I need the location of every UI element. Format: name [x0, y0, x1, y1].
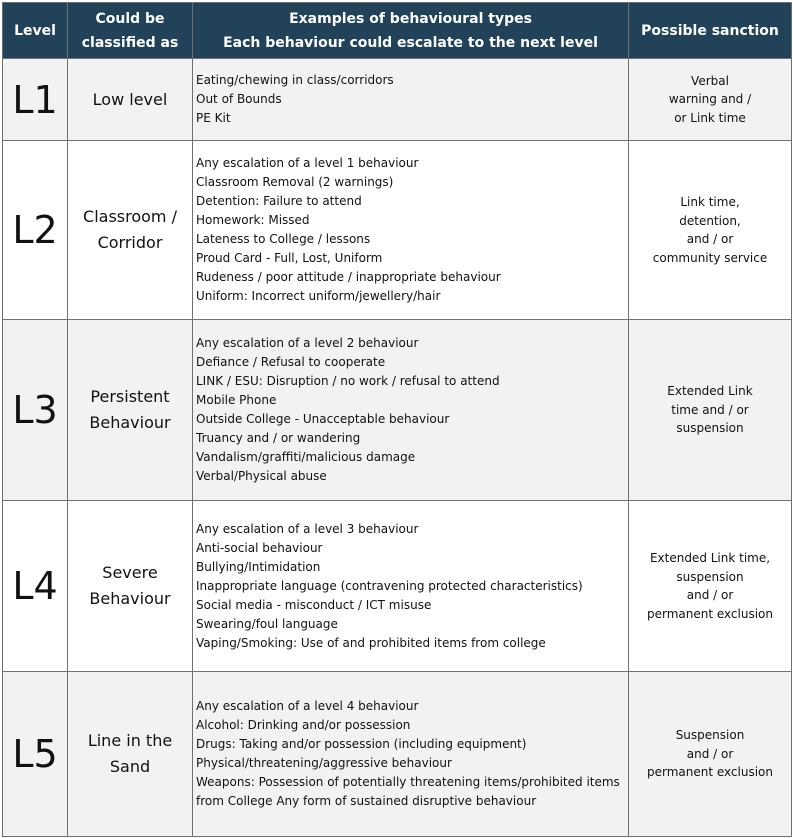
example-item: Swearing/foul language — [196, 616, 338, 631]
header-examples — [193, 3, 629, 59]
example-item: Inappropriate language (contravening protected characteristics) — [196, 578, 583, 593]
example-item: Any escalation of a level 2 behaviour — [196, 336, 419, 350]
example-item: Any escalation of a level 3 behaviour — [196, 521, 419, 536]
header-classified — [68, 3, 193, 59]
example-item: Physical/threatening/aggressive behaviour — [196, 756, 452, 770]
sanction-cell — [629, 501, 792, 672]
sanction-line: and / or — [686, 588, 734, 602]
example-item: Social media - misconduct / ICT misuse — [196, 597, 432, 612]
classified-line: Line in the — [87, 731, 173, 750]
classified-line: Behaviour — [89, 589, 171, 608]
example-item: Any escalation of a level 4 behaviour — [196, 699, 419, 713]
sanction-line: Suspension — [675, 728, 745, 743]
table-row-l1 — [3, 59, 792, 141]
level-cell: L3 — [3, 320, 68, 501]
examples-cell — [193, 672, 629, 837]
example-item: Eating/chewing in class/corridors — [196, 73, 394, 87]
sanction-line: suspension — [676, 421, 744, 436]
classified-cell — [68, 672, 193, 837]
example-item: Alcohol: Drinking and/or possession — [196, 718, 411, 732]
sanction-cell — [629, 141, 792, 320]
sanction-cell — [629, 59, 792, 141]
sanction-line: warning and / — [668, 92, 752, 107]
example-item: from College Any form of sustained disruptive behaviour — [196, 794, 537, 808]
header-level: Level — [3, 3, 68, 59]
sanction-line: and / or — [686, 232, 734, 246]
header-classified-line-2: classified as — [81, 34, 179, 51]
classified-line: Corridor — [97, 233, 163, 252]
classified-cell — [68, 141, 193, 320]
level-cell: L1 — [3, 59, 68, 141]
classified-line: Low level — [92, 89, 168, 109]
table-row-l2 — [3, 141, 792, 320]
classified-cell — [68, 501, 193, 672]
example-item: Lateness to College / lessons — [196, 232, 371, 246]
example-item: Out of Bounds — [196, 92, 282, 106]
sanction-cell — [629, 672, 792, 837]
sanction-line: and / or — [686, 746, 734, 761]
table-row-l5 — [3, 672, 792, 837]
table-row-l3 — [3, 320, 792, 501]
sanction-line: community service — [652, 250, 768, 265]
example-item: Uniform: Incorrect uniform/jewellery/hair — [196, 289, 441, 303]
sanction-cell — [629, 320, 792, 501]
header-classified-line-1: Could be — [95, 10, 165, 27]
level-cell: L2 — [3, 141, 68, 320]
classified-cell — [68, 320, 193, 501]
sanction-line: Extended Link — [667, 384, 753, 399]
example-item: Outside College - Unacceptable behaviour — [196, 412, 450, 426]
example-item: Any escalation of a level 1 behaviour — [196, 156, 419, 170]
sanction-line: Link time, — [680, 195, 740, 209]
examples-cell — [193, 59, 629, 141]
behaviour-levels-table — [2, 2, 792, 837]
classified-line: Behaviour — [89, 413, 171, 432]
example-item: Bullying/Intimidation — [196, 559, 321, 574]
sanction-line: suspension — [676, 569, 744, 584]
example-item: PE Kit — [196, 111, 231, 125]
classified-line: Classroom / — [83, 207, 177, 226]
example-item: Vandalism/graffiti/malicious damage — [196, 450, 416, 464]
classified-line: Persistent — [90, 387, 170, 406]
header-sanction: Possible sanction — [629, 3, 792, 59]
header-row — [3, 3, 792, 59]
example-item: Rudeness / poor attitude / inappropriate behaviour — [196, 270, 501, 284]
example-item: Verbal/Physical abuse — [196, 469, 327, 483]
sanction-line: time and / or — [671, 402, 749, 417]
sanction-line: detention, — [679, 213, 741, 228]
example-item: LINK / ESU: Disruption / no work / refusal to attend — [196, 374, 500, 388]
example-item: Classroom Removal (2 warnings) — [196, 175, 394, 189]
classified-line: Sand — [109, 757, 151, 776]
example-item: Anti-social behaviour — [196, 540, 323, 555]
sanction-line: Verbal — [691, 73, 729, 88]
examples-cell — [193, 141, 629, 320]
sanction-line: permanent exclusion — [646, 606, 773, 621]
table-row-l4 — [3, 501, 792, 672]
sanction-line: permanent exclusion — [646, 765, 773, 780]
header-examples-line-2: Each behaviour could escalate to the next level — [223, 34, 598, 51]
sanction-line: or Link time — [674, 110, 746, 125]
examples-cell — [193, 320, 629, 501]
example-item: Mobile Phone — [196, 393, 277, 407]
examples-cell — [193, 501, 629, 672]
level-cell: L4 — [3, 501, 68, 672]
example-item: Truancy and / or wandering — [196, 431, 361, 445]
example-item: Drugs: Taking and/or possession (including equipment) — [196, 737, 527, 751]
header-examples-line-1: Examples of behavioural types — [289, 10, 532, 27]
classified-line: Severe — [102, 563, 158, 582]
level-cell: L5 — [3, 672, 68, 837]
sanction-line: Extended Link time, — [649, 551, 771, 565]
example-item: Homework: Missed — [196, 213, 310, 227]
example-item: Weapons: Possession of potentially threatening items/prohibited items — [196, 775, 620, 789]
classified-cell — [68, 59, 193, 141]
example-item: Vaping/Smoking: Use of and prohibited items from college — [196, 635, 546, 650]
example-item: Defiance / Refusal to cooperate — [196, 355, 386, 369]
example-item: Proud Card - Full, Lost, Uniform — [196, 251, 383, 265]
example-item: Detention: Failure to attend — [196, 194, 362, 208]
